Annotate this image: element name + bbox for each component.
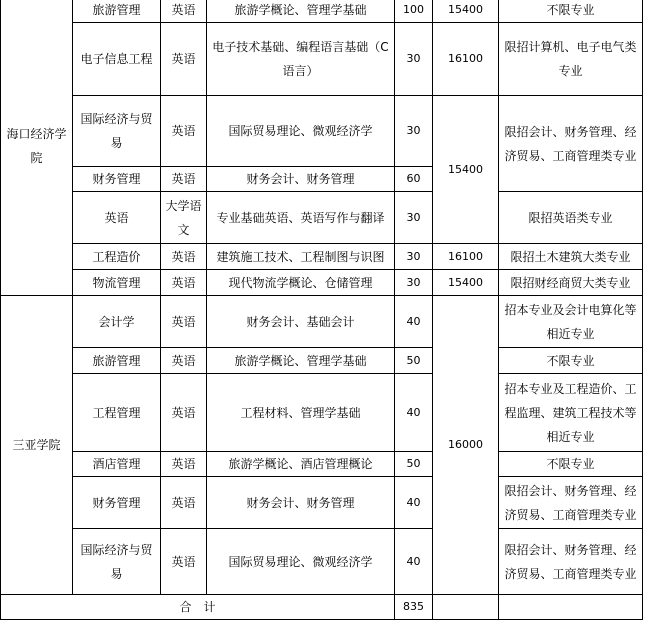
subjects-cell: 现代物流学概论、仓储管理 [207, 270, 395, 296]
subjects-cell: 财务会计、基础会计 [207, 296, 395, 348]
count-cell: 30 [395, 244, 433, 270]
requirement-cell: 招本专业及工程造价、工程监理、建筑工程技术等相近专业 [499, 374, 643, 452]
table-row [1, 96, 643, 167]
count-cell: 100 [395, 0, 433, 23]
major-cell: 旅游管理 [73, 348, 161, 374]
count-cell: 40 [395, 296, 433, 348]
major-cell: 物流管理 [73, 270, 161, 296]
language-cell: 英语 [161, 348, 207, 374]
fee-cell: 15400 [433, 270, 499, 296]
count-cell: 40 [395, 529, 433, 595]
fee-cell: 15400 [433, 0, 499, 23]
requirement-cell: 不限专业 [499, 452, 643, 477]
major-cell: 国际经济与贸易 [73, 96, 161, 167]
table-row [1, 296, 643, 348]
count-cell: 60 [395, 167, 433, 192]
language-cell: 英语 [161, 270, 207, 296]
fee-cell: 16000 [433, 296, 499, 595]
subjects-cell: 建筑施工技术、工程制图与识图 [207, 244, 395, 270]
count-cell: 30 [395, 192, 433, 244]
count-cell: 50 [395, 452, 433, 477]
requirement-cell: 限招会计、财务管理、经济贸易、工商管理类专业 [499, 477, 643, 529]
fee-cell: 16100 [433, 244, 499, 270]
major-cell: 会计学 [73, 296, 161, 348]
subjects-cell: 国际贸易理论、微观经济学 [207, 96, 395, 167]
table-row [1, 348, 643, 374]
subjects-cell: 工程材料、管理学基础 [207, 374, 395, 452]
table-row [1, 477, 643, 529]
major-cell: 工程管理 [73, 374, 161, 452]
subjects-cell: 电子技术基础、编程语言基础（C语言） [207, 23, 395, 96]
language-cell: 英语 [161, 529, 207, 595]
language-cell: 英语 [161, 244, 207, 270]
table-row [1, 270, 643, 296]
major-cell: 英语 [73, 192, 161, 244]
table-row [1, 192, 643, 244]
requirement-cell: 限招英语类专业 [499, 192, 643, 244]
subjects-cell: 财务会计、财务管理 [207, 477, 395, 529]
requirement-cell: 不限专业 [499, 348, 643, 374]
total-req-empty [499, 595, 643, 620]
language-cell: 英语 [161, 167, 207, 192]
subjects-cell: 旅游学概论、酒店管理概论 [207, 452, 395, 477]
language-cell: 英语 [161, 96, 207, 167]
total-label: 合 计 [1, 595, 395, 620]
language-cell: 英语 [161, 374, 207, 452]
language-cell: 英语 [161, 23, 207, 96]
subjects-cell: 旅游学概论、管理学基础 [207, 0, 395, 23]
major-cell: 旅游管理 [73, 0, 161, 23]
total-row [1, 595, 643, 620]
count-cell: 30 [395, 23, 433, 96]
major-cell: 财务管理 [73, 167, 161, 192]
subjects-cell: 国际贸易理论、微观经济学 [207, 529, 395, 595]
count-cell: 50 [395, 348, 433, 374]
count-cell: 40 [395, 477, 433, 529]
college-name-sanya: 三亚学院 [1, 296, 73, 595]
requirement-cell: 限招财经商贸大类专业 [499, 270, 643, 296]
requirement-cell: 不限专业 [499, 0, 643, 23]
requirement-cell: 招本专业及会计电算化等相近专业 [499, 296, 643, 348]
major-cell: 工程造价 [73, 244, 161, 270]
major-cell: 酒店管理 [73, 452, 161, 477]
count-cell: 30 [395, 96, 433, 167]
fee-cell: 15400 [433, 96, 499, 244]
language-cell: 英语 [161, 0, 207, 23]
subjects-cell: 旅游学概论、管理学基础 [207, 348, 395, 374]
table-row [1, 529, 643, 595]
requirement-cell: 限招会计、财务管理、经济贸易、工商管理类专业 [499, 529, 643, 595]
requirement-cell: 限招计算机、电子电气类专业 [499, 23, 643, 96]
total-fee-empty [433, 595, 499, 620]
total-count: 835 [395, 595, 433, 620]
major-cell: 财务管理 [73, 477, 161, 529]
table-row [1, 23, 643, 96]
requirement-cell: 限招土木建筑大类专业 [499, 244, 643, 270]
requirement-cell: 限招会计、财务管理、经济贸易、工商管理类专业 [499, 96, 643, 192]
language-cell: 英语 [161, 452, 207, 477]
major-cell: 电子信息工程 [73, 23, 161, 96]
table-row [1, 0, 643, 23]
count-cell: 30 [395, 270, 433, 296]
table-row [1, 244, 643, 270]
table-row [1, 374, 643, 452]
language-cell: 英语 [161, 477, 207, 529]
college-name-haikou: 海口经济学院 [1, 0, 73, 296]
fee-cell: 16100 [433, 23, 499, 96]
language-cell: 大学语文 [161, 192, 207, 244]
table-row [1, 452, 643, 477]
subjects-cell: 专业基础英语、英语写作与翻译 [207, 192, 395, 244]
subjects-cell: 财务会计、财务管理 [207, 167, 395, 192]
language-cell: 英语 [161, 296, 207, 348]
count-cell: 40 [395, 374, 433, 452]
major-cell: 国际经济与贸易 [73, 529, 161, 595]
